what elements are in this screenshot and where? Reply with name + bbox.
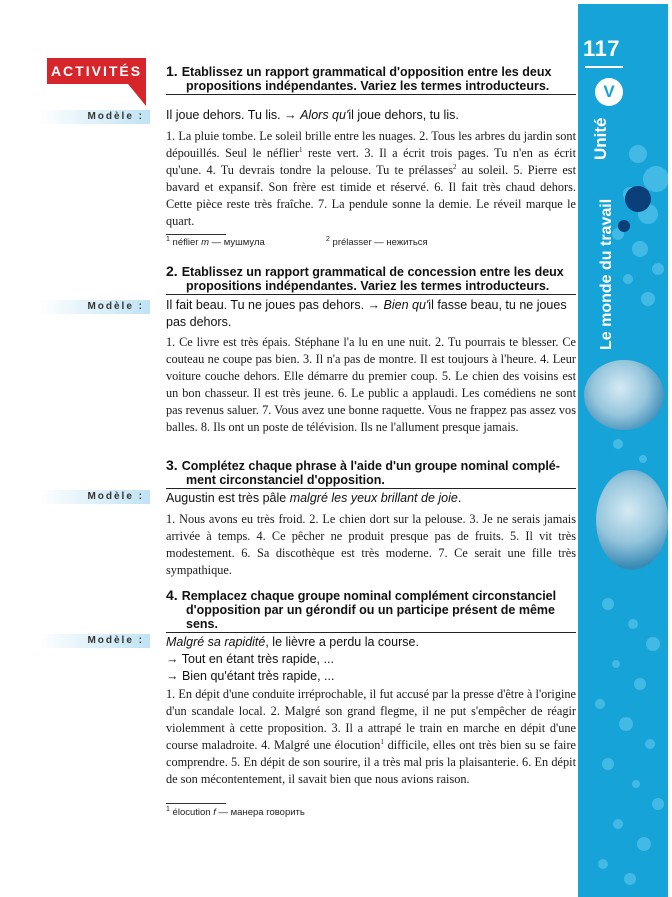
unit-label: Unité (591, 117, 610, 160)
model-label-1: Modèle : (38, 110, 150, 124)
activities-badge-tail (128, 84, 146, 106)
exercise-2-title: 2. Etablissez un rapport grammatical de concession entre les deux propositions indépendantes. Variez les termes introducteurs. (166, 264, 576, 295)
footnote-neflier: $^1$ néflier m — мушмула (166, 235, 265, 248)
exercise-3-model: Augustin est très pâle malgré les yeux brillant de joie. (166, 491, 462, 505)
model-label-3: Modèle : (38, 490, 150, 504)
exercise-4-body: 1. En dépit d'une conduite irréprochable, il fut accusé par la presse d'être à l'origine d'un scandale local. 2. Malgré son grand flegme, il ne put s'empêcher de réagir violemment à cette proposition. 3. Il a attrapé le train en marche en dépit d'une course maladroite. 4. Malgré une élocution$^1$ difficile, elles ont très bien su se faire comprendre. 5. En dépit de son sourire, il a très mal pris la plaisanterie. 6. En dépit de son mécontentement, il savait bien que nous avions raison. (166, 687, 576, 786)
footnote-elocution: $^1$ élocution f — манера говорить (166, 805, 305, 818)
footnote-rule-2 (166, 803, 226, 804)
exercise-1-title: 1. Etablissez un rapport grammatical d'opposition entre les deux propositions indépendantes. Variez les termes introducteurs. (166, 64, 576, 95)
exercise-3-title: 3. Complétez chaque phrase à l'aide d'un groupe nominal complé- ment circonstanciel d'opposition. (166, 458, 576, 489)
page-number: 117 (583, 36, 620, 61)
exercise-1-model: Il joue dehors. Tu lis. → Alors qu'il joue dehors, tu lis. (166, 108, 459, 122)
exercise-4-title: 4. Remplacez chaque groupe nominal complément circonstanciel d'opposition par un gérondif ou un participe présent de même sens. (166, 588, 576, 633)
activities-badge: ACTIVITÉS (47, 58, 146, 84)
unit-title: Le monde du travail (598, 198, 615, 350)
footnote-rule-1 (166, 234, 226, 235)
unit-numeral-badge: V (595, 78, 623, 106)
exercise-2-model: Il fait beau. Tu ne joues pas dehors. → Bien qu'il fasse beau, tu ne joues pas dehors. (166, 298, 567, 329)
model-label-2: Modèle : (38, 300, 150, 314)
exercise-2-body: 1. Ce livre est très épais. Stéphane l'a lu en une nuit. 2. Tu pourrais te blesser. Ce couteau ne coupe pas bien. 3. Il n'a pas de montre. Il est toujours à l'heure. 4. Leur voiture couche dehors. Elle démarre du premier coup. 5. Le chien des voisins est un bon chasseur. Il est très jeune. 6. Le public a applaudi. Les comédiens ne sont pas revenus saluer. 7. Vous avez une bonne raquette. Vous ne frappez pas assez vos balles. 8. Ils ont un poste de télévision. Ils ne l'allument presque jamais. (166, 335, 576, 434)
model-label-4: Modèle : (38, 634, 150, 648)
exercise-1-body: 1. La pluie tombe. Le soleil brille entre les nuages. 2. Tous les arbres du jardin sont dépouillés. Seul le néflier$^1$ reste vert. 3. Il a écrit trois pages. Tu n'en as écrit qu'une. 4. Tu devrais tondre la pelouse. Tu te prélasses$^2$ au soleil. 5. Pierre est bavard et expansif. Son frère est timide et réservé. 6. Il fait très chaud dehors. Cette pièce reste très fraîche. 7. La pendule sonne la demie. Le réveil marque le quart. (166, 129, 576, 228)
lab-scientist-photo (584, 360, 664, 430)
footnote-prelasser: $^2$ prélasser — нежиться (326, 235, 428, 248)
doctor-photo (596, 470, 668, 570)
exercise-4-model: Malgré sa rapidité, le lièvre a perdu la course. → Tout en étant très rapide, ... → Bien qu'étant très rapide, ... (166, 635, 419, 683)
page-number-underline (585, 66, 623, 68)
exercise-3-body: 1. Nous avons eu très froid. 2. Le chien dort sur la pelouse. 3. Je ne serais jamais arrivée à temps. 4. Ce pêcher ne produit presque pas de fruits. 5. Il vit très modestement. 6. Sa discothèque est très moderne. 7. Ce serait une fille très sympathique. (166, 512, 576, 577)
